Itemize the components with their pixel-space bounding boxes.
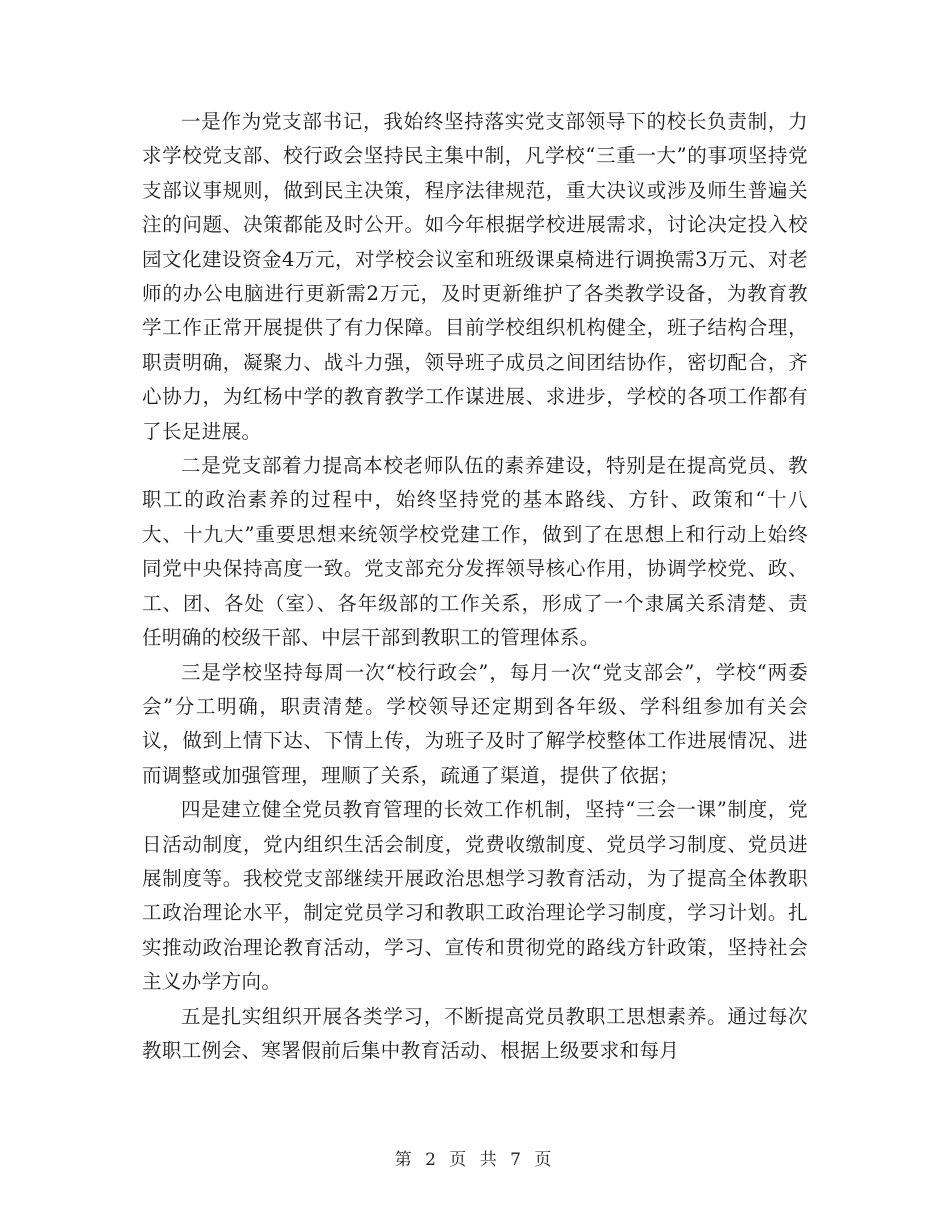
paragraph-2: 二是党支部着力提高本校老师队伍的素养建设，特别是在提高党员、教职工的政治素养的过程中，始终坚持党的基本路线、方针、政策和“十八大、十九大”重要思想来统领学校党建工作，做到了在思想上和行动上始终同党中央保持高度一致。党支部充分发挥领导核心作用，协调学校党、政、工、团、各处（室）、各年级部的工作关系，形成了一个隶属关系清楚、责任明确的校级干部、中层干部到教职工的管理体系。 — [142, 454, 808, 650]
document-body — [142, 105, 808, 1068]
paragraph-3: 三是学校坚持每周一次“校行政会”，每月一次“党支部会”，学校“两委会”分工明确，职责清楚。学校领导还定期到各年级、学科组参加有关会议，做到上情下达、下情上传，为班子及时了解学校整体工作进展情况、进而调整或加强管理，理顺了关系，疏通了渠道，提供了依据； — [142, 660, 808, 787]
paragraph-1: 一是作为党支部书记，我始终坚持落实党支部领导下的校长负责制，力求学校党支部、校行政会坚持民主集中制，凡学校“三重一大”的事项坚持党支部议事规则，做到民主决策，程序法律规范，重大决议或涉及师生普遍关注的问题、决策都能及时公开。如今年根据学校进展需求，讨论决定投入校园文化建设资金4万元，对学校会议室和班级课桌椅进行调换需3万元、对老师的办公电脑进行更新需2万元，及时更新维护了各类教学设备，为教育教学工作正常开展提供了有力保障。目前学校组织机构健全，班子结构合理，职责明确，凝聚力、战斗力强，领导班子成员之间团结协作，密切配合，齐心协力，为红杨中学的教育教学工作谋进展、求进步，学校的各项工作都有了长足进展。 — [142, 110, 808, 443]
paragraph-5: 五是扎实组织开展各类学习，不断提高党员教职工思想素养。通过每次教职工例会、寒署假前后集中教育活动、根据上级要求和每月 — [142, 1004, 808, 1062]
page-number-footer: 第 2 页 共 7 页 — [394, 1150, 556, 1170]
paragraph-4: 四是建立健全党员教育管理的长效工作机制，坚持“三会一课”制度，党日活动制度，党内组织生活会制度，党费收缴制度、党员学习制度、党员进展制度等。我校党支部继续开展政治思想学习教育活动，为了提高全体教职工政治理论水平，制定党员学习和教职工政治理论学习制度，学习计划。扎实推动政治理论教育活动，学习、宣传和贯彻党的路线方针政策，坚持社会主义办学方向。 — [142, 798, 808, 994]
